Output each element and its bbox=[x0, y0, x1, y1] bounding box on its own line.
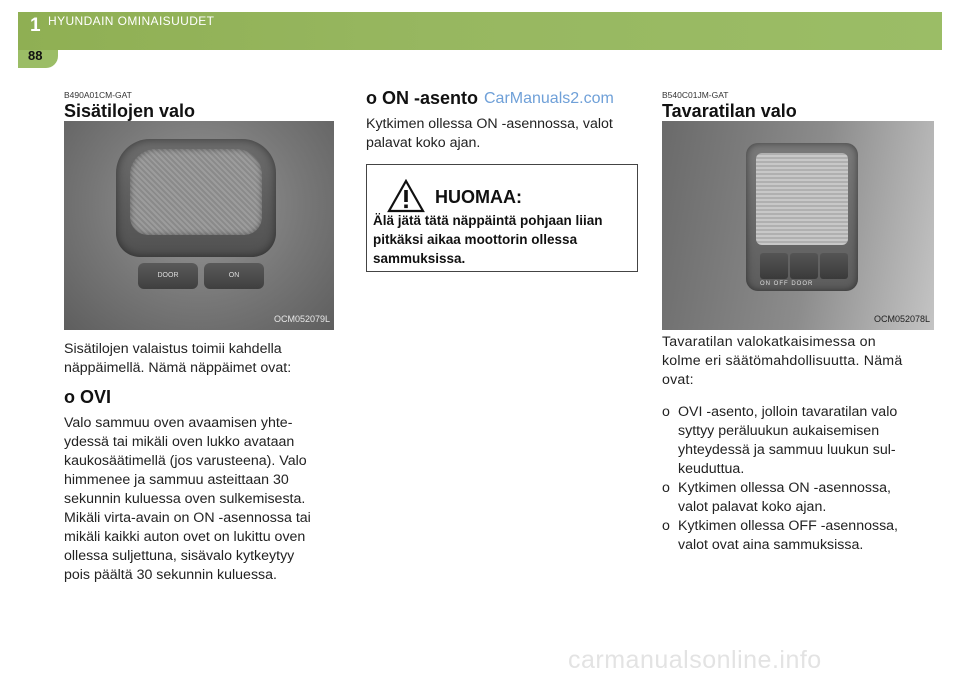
text-line: OVI -asento, jolloin tavaratilan valo bbox=[678, 404, 898, 420]
interior-lamp-housing bbox=[116, 139, 276, 257]
switch-door: DOOR bbox=[138, 263, 198, 289]
list-item-text bbox=[678, 403, 940, 479]
warning-triangle-icon bbox=[387, 179, 425, 213]
notice-line: sammuksissa. bbox=[373, 251, 466, 266]
subheading-ovi: o OVI bbox=[64, 387, 112, 407]
text-line: näppäimellä. Nämä näppäimet ovat: bbox=[64, 360, 292, 376]
text-line: palavat koko ajan. bbox=[366, 135, 481, 151]
section-code-interior: B490A01CM-GAT bbox=[64, 90, 132, 100]
text-line: ollessa suljettuna, sisävalo kytkeytyy bbox=[64, 548, 295, 564]
list-item-text bbox=[678, 479, 940, 517]
heading-interior-light: Sisätilojen valo bbox=[64, 101, 196, 121]
interior-intro bbox=[64, 340, 339, 378]
switch-label: OFF bbox=[773, 281, 789, 287]
text-line: mikäli kaikki auton ovet on lukittu oven bbox=[64, 529, 306, 545]
text-line: Mikäli virta-avain on ON -asennossa tai bbox=[64, 510, 311, 526]
text-line: sekunnin kuluessa oven sulkemisesta. bbox=[64, 491, 306, 507]
switch-label: ON bbox=[760, 281, 771, 287]
photo-caption-interior: OCM052079L bbox=[273, 314, 330, 324]
heading-on-position: o ON -asento bbox=[366, 88, 479, 108]
notice-line: Älä jätä tätä näppäintä pohjaan liian bbox=[373, 213, 603, 228]
notice-box bbox=[366, 164, 638, 272]
list-item-text bbox=[678, 517, 940, 555]
section-code-trunk: B540C01JM-GAT bbox=[662, 90, 729, 100]
photo-caption-trunk: OCM052078L bbox=[873, 314, 930, 324]
chapter-number: 1 bbox=[30, 15, 41, 36]
text-line: Kytkimen ollessa OFF -asennossa, bbox=[678, 518, 898, 534]
text-line: Kytkimen ollessa ON -asennossa, bbox=[678, 480, 891, 496]
list-bullet: o bbox=[662, 480, 670, 496]
list-bullet: o bbox=[662, 404, 670, 420]
trunk-lamp-housing bbox=[746, 143, 858, 291]
text-line: Tavaratilan valokatkaisimessa on bbox=[662, 334, 876, 350]
site-watermark: carmanualsonline.info bbox=[568, 646, 822, 674]
ovi-body bbox=[64, 414, 339, 585]
text-line: himmenee ja sammuu asteittaan 30 bbox=[64, 472, 289, 488]
notice-text bbox=[373, 211, 635, 268]
text-line: valot ovat aina sammuksissa. bbox=[678, 537, 864, 553]
text-line: keuduttua. bbox=[678, 461, 745, 477]
text-line: syttyy peräluukun aukaisemisen bbox=[678, 423, 880, 439]
chapter-title: HYUNDAIN OMINAISUUDET bbox=[48, 14, 215, 28]
text-line: ovat: bbox=[662, 372, 694, 388]
trunk-lamp-lens bbox=[756, 153, 848, 245]
switch-label: DOOR bbox=[791, 281, 814, 287]
text-line: Valo sammuu oven avaamisen yhte- bbox=[64, 415, 293, 431]
text-line: ydessä tai mikäli oven lukko avataan bbox=[64, 434, 295, 450]
switch-off-trunk bbox=[790, 253, 818, 279]
text-line: kolme eri säätömahdollisuutta. Nämä bbox=[662, 353, 903, 369]
switch-door-trunk bbox=[820, 253, 848, 279]
interior-lamp-lens bbox=[130, 149, 262, 235]
trunk-switch-labels bbox=[760, 281, 850, 287]
notice-line: pitkäksi aikaa moottorin ollessa bbox=[373, 232, 578, 247]
notice-title: HUOMAA: bbox=[435, 187, 522, 207]
text-line: Sisätilojen valaistus toimii kahdella bbox=[64, 341, 282, 357]
text-line: Kytkimen ollessa ON -asennossa, valot bbox=[366, 116, 613, 132]
text-line: pois päältä 30 sekunnin kuluessa. bbox=[64, 567, 277, 583]
on-position-body bbox=[366, 115, 641, 153]
trunk-intro bbox=[662, 333, 937, 390]
switch-on-trunk bbox=[760, 253, 788, 279]
heading-trunk-light: Tavaratilan valo bbox=[662, 101, 797, 121]
text-line: valot palavat koko ajan. bbox=[678, 499, 827, 515]
photo-interior-light bbox=[64, 121, 334, 330]
text-line: yhteydessä ja sammuu luukun sul- bbox=[678, 442, 896, 458]
carmanuals-watermark: CarManuals2.com bbox=[484, 90, 614, 107]
switch-on: ON bbox=[204, 263, 264, 289]
list-bullet: o bbox=[662, 518, 670, 534]
photo-trunk-light bbox=[662, 121, 934, 330]
page-number: 88 bbox=[28, 48, 43, 63]
text-line: kaukosäätimellä (jos varusteena). Valo bbox=[64, 453, 307, 469]
